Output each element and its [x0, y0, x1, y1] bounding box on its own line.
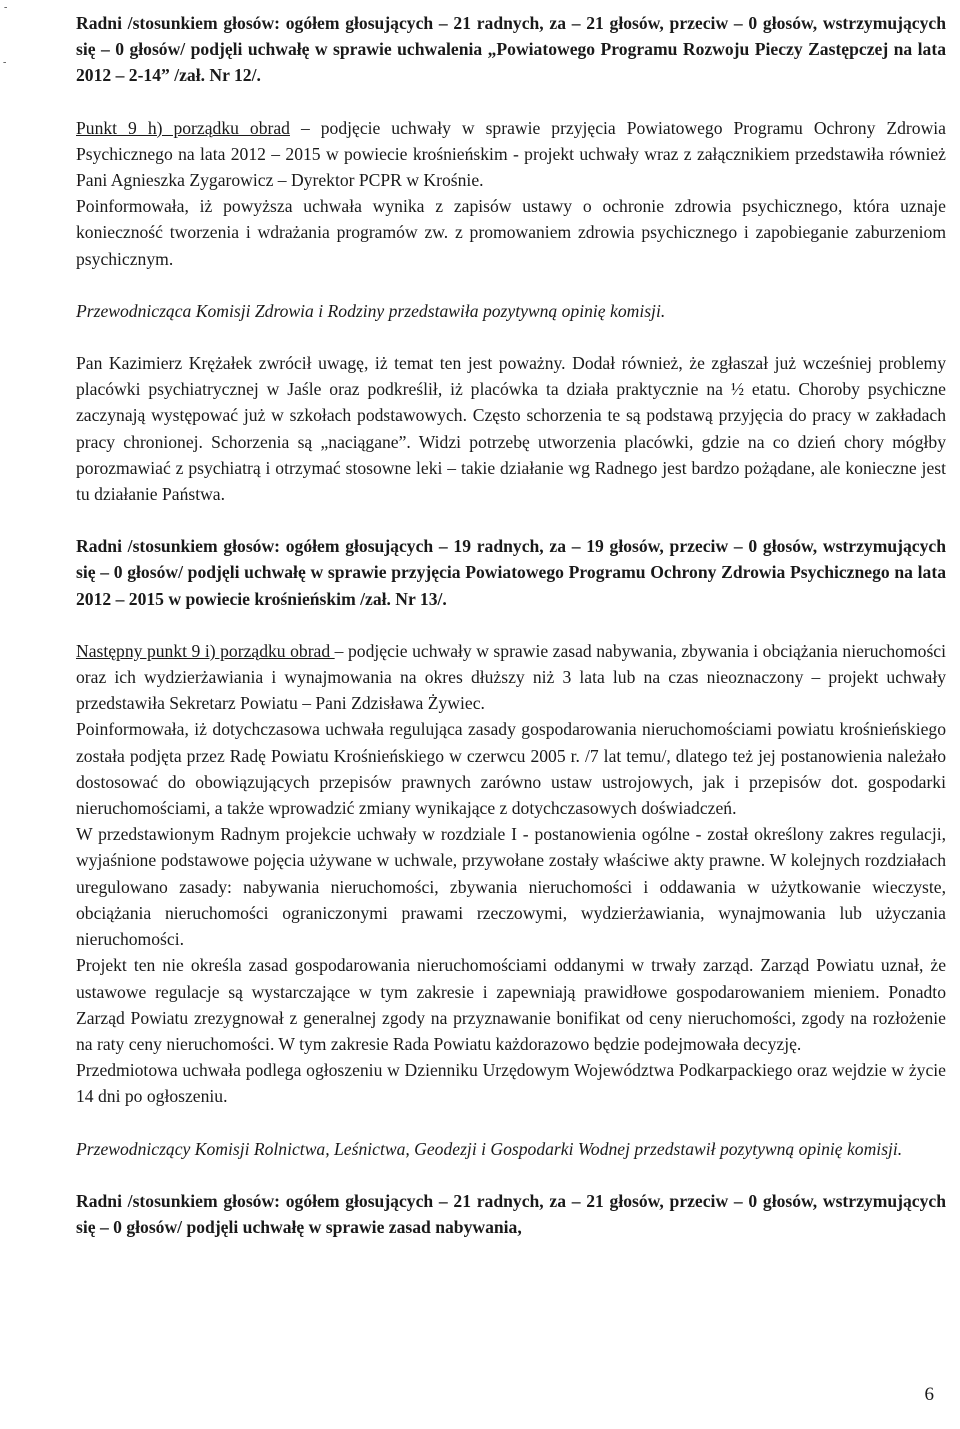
page-number: 6 — [924, 1384, 934, 1405]
vote-result-paragraph: Radni /stosunkiem głosów: ogółem głosujących – 21 radnych, za – 21 głosów, przeciw – 0 głosów, wstrzymujących się – 0 głosów/ podjęli uchwałę w sprawie zasad nabywania, — [76, 1190, 946, 1237]
document-body — [76, 10, 946, 1240]
agenda-item-text: – podjęcie uchwały w sprawie zasad nabywania, zbywania i obciążania nieruchomości oraz ich wydzierżawiania i wynajmowania na okres dłuższy niż 3 lata lub na czas nieoznaczony – projekt uchwały przedstawiła Sekretarz Powiatu – Pani Zdzisława Żywiec. — [76, 640, 946, 714]
committee-opinion-paragraph: Przewodnicząca Komisji Zdrowia i Rodziny przedstawiła pozytywną opinię komisji. — [76, 300, 666, 321]
agenda-item-paragraph — [76, 115, 946, 194]
agenda-item-heading: Punkt 9 h) porządku obrad — [76, 117, 290, 138]
body-paragraph: W przedstawionym Radnym projekcie uchwały w rozdziale I - postanowienia ogólne - został określony zakres regulacji, wyjaśnione podstawowe pojęcia używane w uchwale, przywołane zostały właściwe akty prawne. W kolejnych rozdziałach uregulowano zasady: nabywania nieruchomości, zbywania nieruchomości i oddawania w użytkowanie wieczyste, obciążania nieruchomości ograniczonymi prawami rzeczowymi, wydzierżawiania, wynajmowania lub użyczania nieruchomości. — [76, 824, 946, 950]
body-paragraph: Przedmiotowa uchwała podlega ogłoszeniu w Dzienniku Urzędowym Województwa Podkarpackiego oraz wejdzie w życie 14 dni po ogłoszeniu. — [76, 1060, 946, 1107]
agenda-item-paragraph — [76, 638, 946, 717]
body-paragraph: Poinformowała, iż dotychczasowa uchwała regulująca zasady gospodarowania nieruchomościami powiatu krośnieńskiego została podjęta przez Radę Powiatu Krośnieńskiego w czerwcu 2005 r. /7 lat temu/, dlatego też jej postanowienia należało dostosować do obowiązujących przepisów prawnych zarówno ustaw ustrojowych, jak i przepisów dot. gospodarki nieruchomościami, a także wprowadzić zmiany wynikające z dotychczasowych doświadczeń. — [76, 719, 946, 819]
committee-opinion-paragraph: Przewodniczący Komisji Rolnictwa, Leśnictwa, Geodezji i Gospodarki Wodnej przedstawił pozytywną opinię komisji. — [76, 1138, 903, 1159]
agenda-item-text: – podjęcie uchwały w sprawie przyjęcia Powiatowego Programu Ochrony Zdrowia Psychicznego na lata 2012 – 2015 w powiecie krośnieńskim - projekt uchwały wraz z załącznikiem przedstawiła również Pani Agnieszka Zygarowicz – Dyrektor PCPR w Krośnie. — [76, 117, 946, 191]
agenda-item-heading: Następny punkt 9 i) porządku obrad — [76, 640, 335, 661]
body-paragraph: Poinformowała, iż powyższa uchwała wynika z zapisów ustawy o ochronie zdrowia psychicznego, która uznaje konieczność tworzenia i wdrażania programów zw. z promowaniem zdrowia psychicznego i zapobieganie zaburzeniom psychicznym. — [76, 196, 946, 269]
vote-result-paragraph: Radni /stosunkiem głosów: ogółem głosujących – 19 radnych, za – 19 głosów, przeciw – 0 głosów, wstrzymujących się – 0 głosów/ podjęli uchwałę w sprawie przyjęcia Powiatowego Programu Ochrony Zdrowia Psychicznego na lata 2012 – 2015 w powiecie krośnieńskim /zał. Nr 13/. — [76, 536, 946, 609]
vote-result-paragraph: Radni /stosunkiem głosów: ogółem głosujących – 21 radnych, za – 21 głosów, przeciw – 0 głosów, wstrzymujących się – 0 głosów/ podjęli uchwałę w sprawie uchwalenia „Powiatowego Programu Rozwoju Pieczy Zastępczej na lata 2012 – 2-14” /zał. Nr 12/. — [76, 13, 946, 86]
scan-mark: - — [3, 57, 7, 68]
scan-mark: - — [4, 2, 8, 13]
body-paragraph: Pan Kazimierz Krężałek zwrócił uwagę, iż temat ten jest poważny. Dodał również, że zgłaszał już wcześniej problemy placówki psychiatrycznej w Jaśle oraz podkreślił, iż placówka ta działa praktycznie na ½ etatu. Choroby psychiczne zaczynają występować już w szkołach podstawowych. Często schorzenia te są podstawą przyjęcia do pracy w zakładach pracy chronionej. Schorzenia są „naciągane”. Widzi potrzebę utworzenia placówki, gdzie na co dzień chory mógłby porozmawiać z psychiatrą i otrzymać stosowne leki – takie działanie wg Radnego jest bardzo pożądane, ale konieczne jest tu działanie Państwa. — [76, 353, 946, 505]
body-paragraph: Projekt ten nie określa zasad gospodarowania nieruchomościami oddanymi w trwały zarząd. Zarząd Powiatu uznał, że ustawowe regulacje są wystarczające w tym zakresie i zapewniają prawidłowe gospodarowaniem mieniem. Ponadto Zarząd Powiatu zrezygnował z generalnej zgody na przyznawanie bonifikat od ceny nieruchomości, zgody na rozłożenie na raty ceny nieruchomości. W tym zakresie Rada Powiatu każdorazowo będzie podejmowała decyzję. — [76, 955, 946, 1054]
